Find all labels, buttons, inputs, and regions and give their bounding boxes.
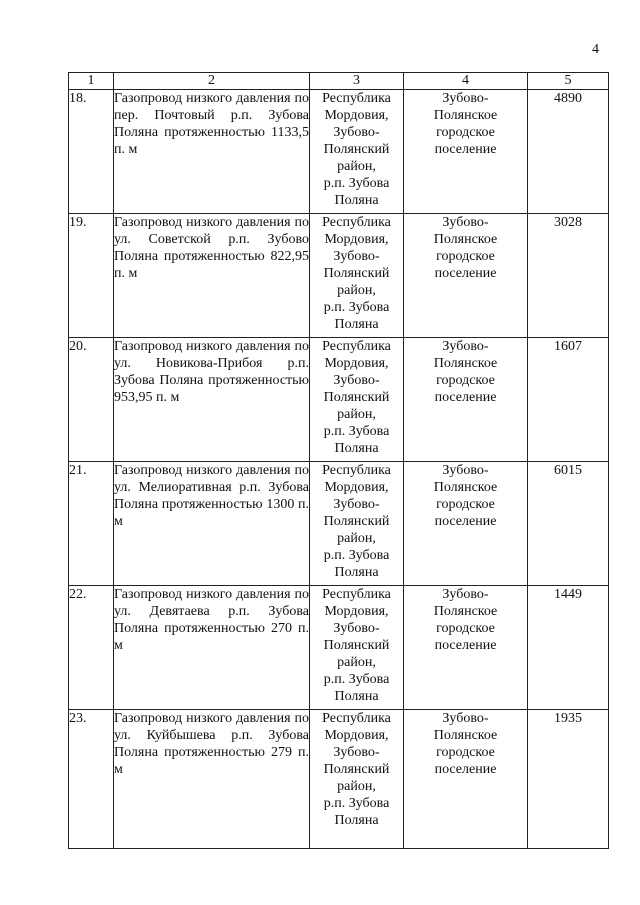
object-value: 1449 bbox=[528, 586, 609, 710]
location-line: Поляна bbox=[334, 565, 379, 580]
location-line: Полянский bbox=[323, 266, 390, 281]
row-number: 22. bbox=[69, 586, 114, 710]
location-line: район, bbox=[337, 159, 376, 174]
location-line: Зубово- bbox=[333, 373, 380, 388]
municipality-line: Зубово- bbox=[442, 587, 489, 602]
column-header-description: 2 bbox=[114, 73, 310, 90]
location-line: р.п. Зубова bbox=[323, 672, 390, 687]
location-line: р.п. Зубова bbox=[323, 796, 390, 811]
municipality-line: Зубово- bbox=[442, 711, 489, 726]
location-line: Зубово- bbox=[333, 745, 380, 760]
location-line: р.п. Зубова bbox=[323, 548, 390, 563]
object-description: Газопровод низкого давления по ул. Девятаева р.п. Зубова Поляна протяженностью 270 п. м bbox=[114, 586, 310, 710]
location-line: Поляна bbox=[334, 689, 379, 704]
column-header-municipality: 4 bbox=[404, 73, 528, 90]
municipality-line: поселение bbox=[434, 266, 497, 281]
object-value: 1607 bbox=[528, 338, 609, 462]
location-line: Мордовия, bbox=[324, 604, 389, 619]
location-line: Полянский bbox=[323, 514, 390, 529]
location-line: р.п. Зубова bbox=[323, 176, 390, 191]
location-line: Зубово- bbox=[333, 125, 380, 140]
object-description: Газопровод низкого давления по ул. Советской р.п. Зубово Поляна протяженностью 822,95 п. м bbox=[114, 214, 310, 338]
object-location bbox=[310, 214, 404, 338]
location-line: район, bbox=[337, 283, 376, 298]
object-value: 1935 bbox=[528, 710, 609, 849]
location-line: Мордовия, bbox=[324, 728, 389, 743]
location-line: Полянский bbox=[323, 638, 390, 653]
location-line: Полянский bbox=[323, 390, 390, 405]
municipality-line: Полянское bbox=[433, 480, 498, 495]
municipality bbox=[404, 90, 528, 214]
column-header-location: 3 bbox=[310, 73, 404, 90]
municipality-line: Полянское bbox=[433, 356, 498, 371]
object-location bbox=[310, 586, 404, 710]
municipality-line: поселение bbox=[434, 514, 497, 529]
table-row bbox=[69, 338, 609, 462]
location-line: Мордовия, bbox=[324, 356, 389, 371]
location-line: Республика bbox=[322, 215, 391, 230]
municipality-line: городское bbox=[436, 621, 495, 636]
location-line: Поляна bbox=[334, 317, 379, 332]
municipality-line: городское bbox=[436, 497, 495, 512]
municipality bbox=[404, 710, 528, 849]
municipality-line: городское bbox=[436, 745, 495, 760]
object-description: Газопровод низкого давления по ул. Мелиоративная р.п. Зубова Поляна протяженностью 1300 п. м bbox=[114, 462, 310, 586]
location-line: район, bbox=[337, 407, 376, 422]
municipality-line: Зубово- bbox=[442, 91, 489, 106]
location-line: Поляна bbox=[334, 441, 379, 456]
municipality-line: городское bbox=[436, 373, 495, 388]
municipality-line: поселение bbox=[434, 142, 497, 157]
municipality-line: Полянское bbox=[433, 604, 498, 619]
location-line: Мордовия, bbox=[324, 232, 389, 247]
location-line: Республика bbox=[322, 711, 391, 726]
object-value: 3028 bbox=[528, 214, 609, 338]
object-value: 6015 bbox=[528, 462, 609, 586]
column-header-value: 5 bbox=[528, 73, 609, 90]
municipality-line: Полянское bbox=[433, 728, 498, 743]
table-row bbox=[69, 90, 609, 214]
location-line: р.п. Зубова bbox=[323, 424, 390, 439]
municipality-line: Полянское bbox=[433, 108, 498, 123]
location-line: район, bbox=[337, 531, 376, 546]
page-number: 4 bbox=[592, 42, 599, 57]
column-header-number: 1 bbox=[69, 73, 114, 90]
location-line: Республика bbox=[322, 587, 391, 602]
object-location bbox=[310, 462, 404, 586]
location-line: район, bbox=[337, 779, 376, 794]
table-row bbox=[69, 214, 609, 338]
location-line: Мордовия, bbox=[324, 108, 389, 123]
location-line: Поляна bbox=[334, 813, 379, 828]
municipality bbox=[404, 214, 528, 338]
location-line: Республика bbox=[322, 463, 391, 478]
location-line: Полянский bbox=[323, 762, 390, 777]
row-number: 18. bbox=[69, 90, 114, 214]
property-registry-table bbox=[68, 72, 609, 849]
municipality-line: Зубово- bbox=[442, 215, 489, 230]
table-row bbox=[69, 710, 609, 849]
municipality-line: поселение bbox=[434, 762, 497, 777]
location-line: Мордовия, bbox=[324, 480, 389, 495]
municipality-line: поселение bbox=[434, 390, 497, 405]
location-line: Зубово- bbox=[333, 621, 380, 636]
location-line: район, bbox=[337, 655, 376, 670]
header-row bbox=[69, 73, 609, 90]
location-line: Полянский bbox=[323, 142, 390, 157]
location-line: Поляна bbox=[334, 193, 379, 208]
object-location bbox=[310, 338, 404, 462]
municipality-line: Зубово- bbox=[442, 339, 489, 354]
row-number: 20. bbox=[69, 338, 114, 462]
row-number: 19. bbox=[69, 214, 114, 338]
row-number: 21. bbox=[69, 462, 114, 586]
object-location bbox=[310, 90, 404, 214]
location-line: Республика bbox=[322, 339, 391, 354]
object-description: Газопровод низкого давления по пер. Почтовый р.п. Зубова Поляна протяженностью 1133,5 п. м bbox=[114, 90, 310, 214]
location-line: Зубово- bbox=[333, 249, 380, 264]
location-line: Республика bbox=[322, 91, 391, 106]
object-location bbox=[310, 710, 404, 849]
municipality bbox=[404, 338, 528, 462]
object-description: Газопровод низкого давления по ул. Куйбышева р.п. Зубова Поляна протяженностью 279 п. м bbox=[114, 710, 310, 849]
municipality bbox=[404, 462, 528, 586]
municipality-line: поселение bbox=[434, 638, 497, 653]
object-value: 4890 bbox=[528, 90, 609, 214]
municipality-line: Полянское bbox=[433, 232, 498, 247]
municipality bbox=[404, 586, 528, 710]
table-row bbox=[69, 462, 609, 586]
location-line: р.п. Зубова bbox=[323, 300, 390, 315]
object-description: Газопровод низкого давления по ул. Новикова-Прибоя р.п. Зубова Поляна протяженностью 953,95 п. м bbox=[114, 338, 310, 462]
municipality-line: Зубово- bbox=[442, 463, 489, 478]
municipality-line: городское bbox=[436, 125, 495, 140]
table-row bbox=[69, 586, 609, 710]
municipality-line: городское bbox=[436, 249, 495, 264]
row-number: 23. bbox=[69, 710, 114, 849]
location-line: Зубово- bbox=[333, 497, 380, 512]
